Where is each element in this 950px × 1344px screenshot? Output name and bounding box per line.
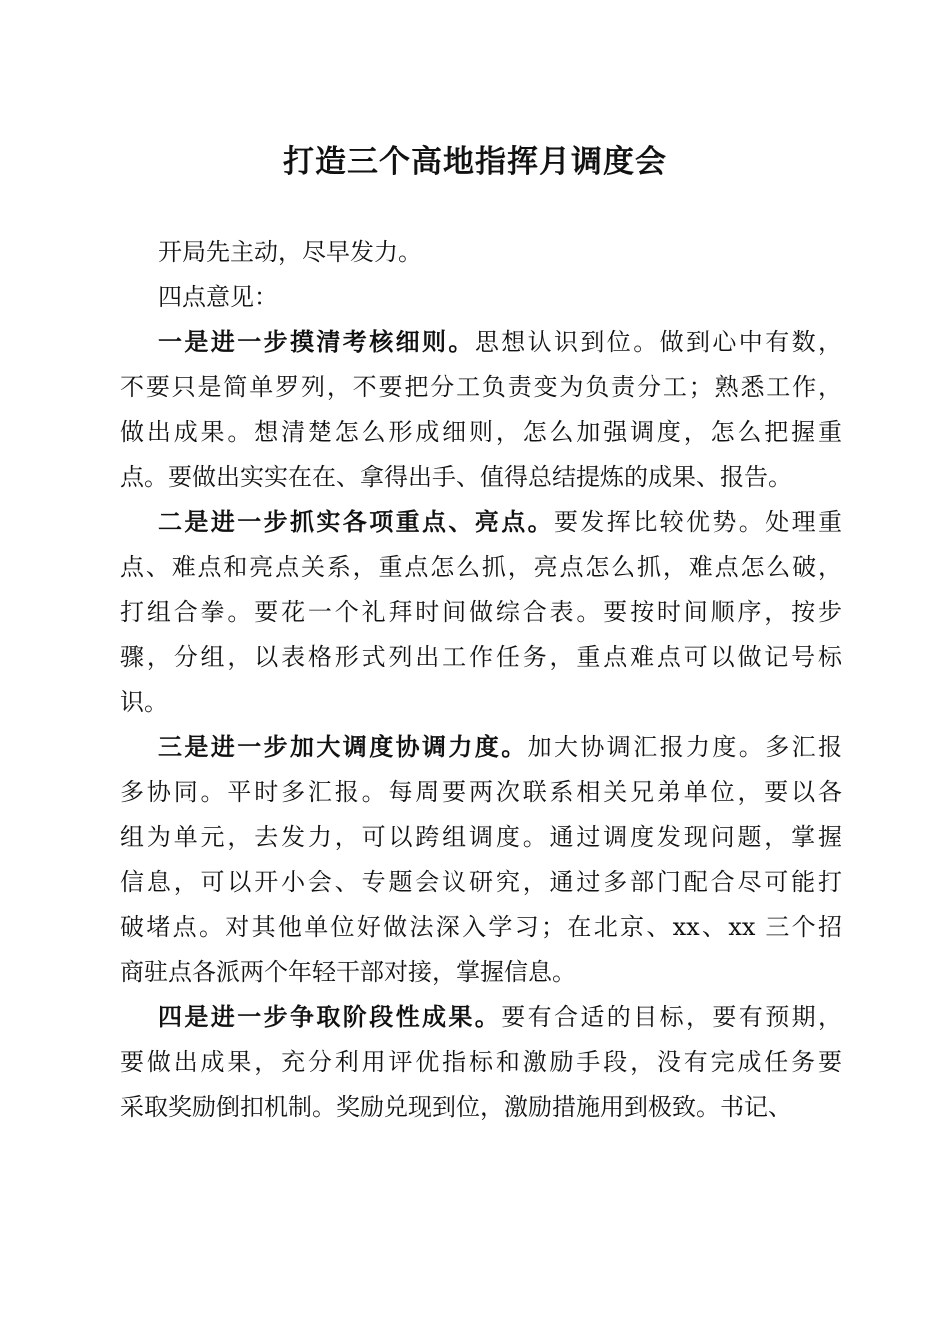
paragraph-line: [120, 367, 842, 412]
paragraph-text: 不要只是简单罗列，不要把分工负责变为负责分工；熟悉工作，: [120, 373, 842, 401]
paragraph-line: [120, 322, 842, 367]
paragraph-text: 采取奖励倒扣机制。奖励兑现到位，激励措施用到极致。书记、: [120, 1093, 792, 1121]
paragraph-lead-heading: 一是进一步摸清考核细则。: [158, 327, 475, 356]
paragraph-line: [120, 232, 842, 277]
paragraph-line: [120, 727, 842, 772]
paragraph-text: 要发挥比较优势。处理重: [554, 508, 842, 536]
paragraph-text: 思想认识到位。做到心中有数，: [474, 328, 843, 356]
paragraph-text: 信息，可以开小会、专题会议研究，通过多部门配合尽可能打: [120, 868, 842, 896]
paragraph: [120, 727, 842, 997]
paragraph: [120, 277, 842, 322]
paragraph-text: 点、难点和亮点关系，重点怎么抓，亮点怎么抓，难点怎么破，: [120, 553, 842, 581]
paragraph-line: [120, 277, 842, 322]
document-title: 打造三个高地指挥月调度会: [283, 144, 667, 180]
paragraph-line: [120, 907, 842, 952]
paragraph-line: [120, 457, 842, 502]
paragraph-line: [120, 817, 842, 862]
paragraph-text: 开局先主动，尽早发力。: [158, 238, 422, 266]
paragraph-text: 破堵点。对其他单位好做法深入学习；在北京、xx、xx 三个招: [120, 913, 842, 941]
document-body: [120, 232, 842, 1132]
paragraph-line: [120, 547, 842, 592]
paragraph-text: 多协同。平时多汇报。每周要两次联系相关兄弟单位，要以各: [120, 778, 842, 806]
paragraph-line: [120, 952, 842, 997]
paragraph-line: [120, 637, 842, 682]
paragraph-line: [120, 412, 842, 457]
paragraph-text: 要做出成果，充分利用评优指标和激励手段，没有完成任务要: [120, 1048, 842, 1076]
paragraph-text: 做出成果。想清楚怎么形成细则，怎么加强调度，怎么把握重: [120, 418, 842, 446]
paragraph: [120, 232, 842, 277]
paragraph-line: [120, 592, 842, 637]
paragraph-line: [120, 1042, 842, 1087]
paragraph-text: 打组合拳。要花一个礼拜时间做综合表。要按时间顺序，按步: [120, 598, 842, 626]
paragraph-lead-heading: 三是进一步加大调度协调力度。: [158, 732, 528, 761]
paragraph-line: [120, 1087, 842, 1132]
paragraph-line: [120, 502, 842, 547]
paragraph-text: 骤，分组，以表格形式列出工作任务，重点难点可以做记号标: [120, 643, 842, 671]
paragraph-text: 商驻点各派两个年轻干部对接，掌握信息。: [120, 958, 576, 986]
paragraph-text: 识。: [120, 688, 168, 716]
paragraph-line: [120, 682, 842, 727]
paragraph-text: 加大协调汇报力度。多汇报: [527, 733, 843, 761]
paragraph-line: [120, 862, 842, 907]
paragraph-text: 组为单元，去发力，可以跨组调度。通过调度发现问题，掌握: [120, 823, 842, 851]
paragraph-text: 四点意见：: [158, 283, 278, 311]
paragraph-line: [120, 997, 842, 1042]
paragraph: [120, 322, 842, 502]
paragraph-text: 要有合适的目标，要有预期，: [501, 1003, 843, 1031]
paragraph-text: 点。要做出实实在在、拿得出手、值得总结提炼的成果、报告。: [120, 463, 792, 491]
paragraph: [120, 502, 842, 727]
paragraph-line: [120, 772, 842, 817]
paragraph-lead-heading: 四是进一步争取阶段性成果。: [158, 1002, 502, 1031]
paragraph: [120, 997, 842, 1132]
paragraph-lead-heading: 二是进一步抓实各项重点、亮点。: [158, 507, 554, 536]
